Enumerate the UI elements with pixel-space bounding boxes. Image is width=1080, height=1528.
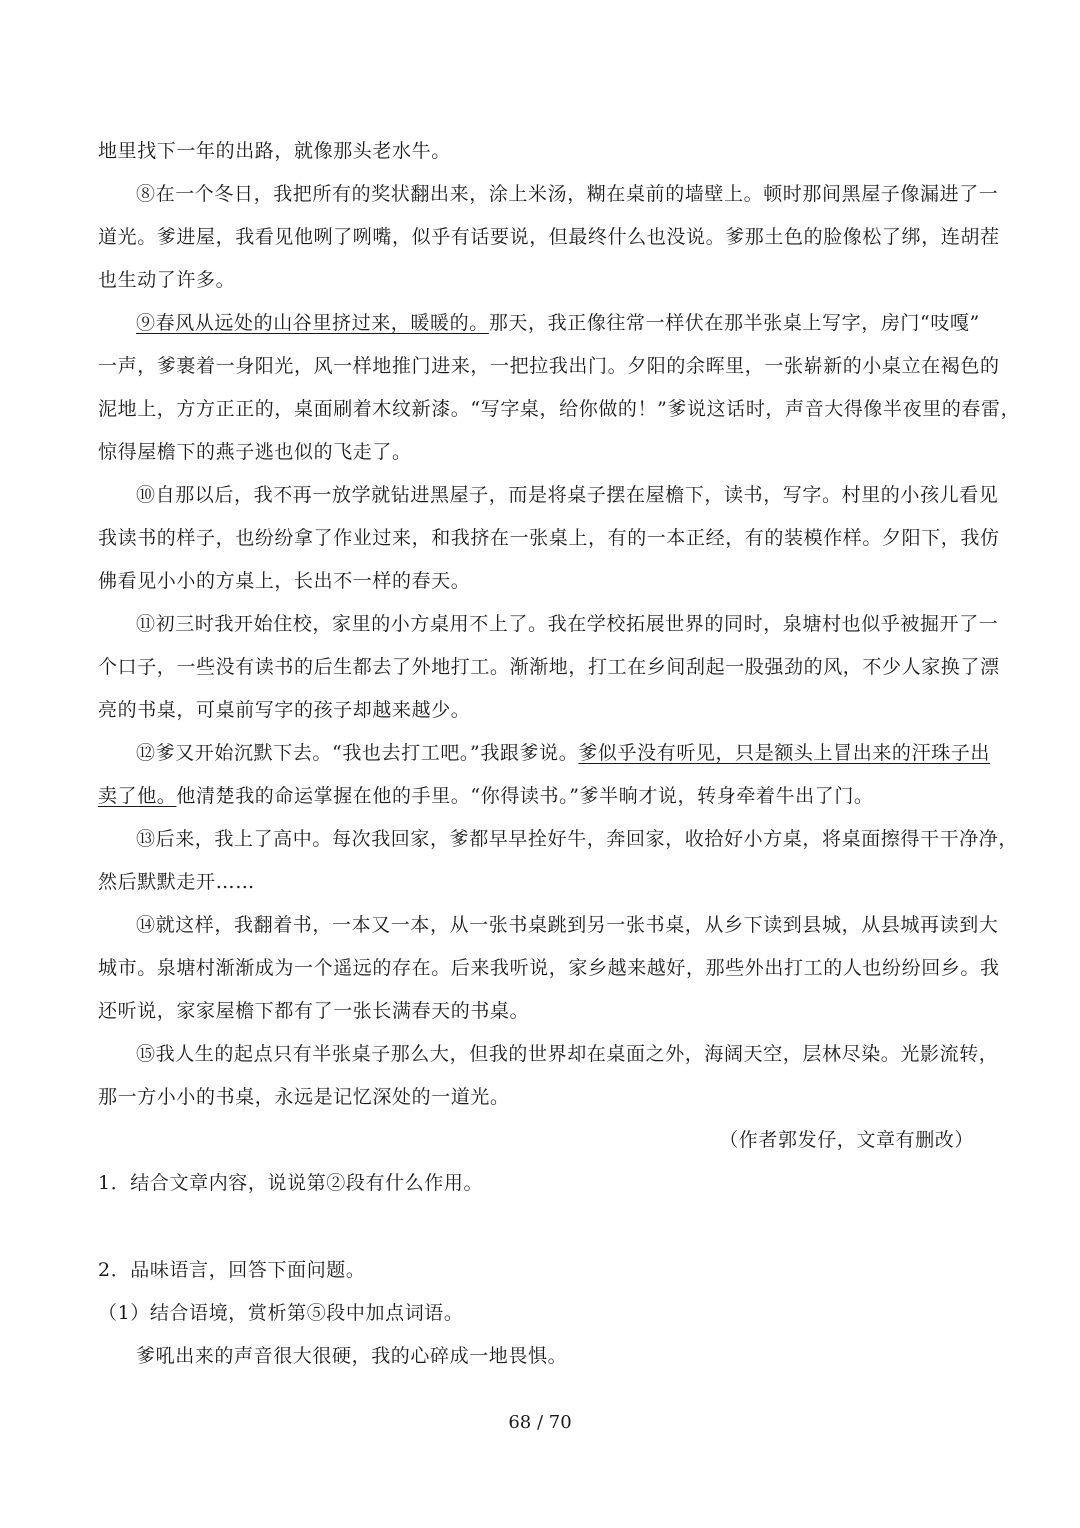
question-1: 1．结合文章内容，说说第②段有什么作用。 — [98, 1172, 484, 1194]
question-2-1-sentence: 爹吼出来的声音很大很硬，我的心碎成一地畏惧。 — [136, 1345, 568, 1367]
paragraph-10-line-1: ⑩自那以后，我不再一放学就钻进黑屋子，而是将桌子摆在屋檐下，读书，写字。村里的小孩儿看见 — [136, 484, 999, 506]
underlined-sentence: 爹似乎没有听见，只是额头上冒出来的汗珠子出 — [578, 742, 990, 764]
paragraph-9-line-2: 一声，爹裹着一身阳光，风一样地推门进来，一把拉我出门。夕阳的余晖里，一张崭新的小桌立在褐色的 — [98, 355, 1000, 377]
paragraph-12-line-1-plain: ⑫爹又开始沉默下去。“我也去打工吧。”我跟爹说。 — [136, 742, 579, 764]
paragraph-12-line-1 — [136, 732, 990, 774]
paragraph-11-line-2: 个口子，一些没有读书的后生都去了外地打工。渐渐地，打工在乡间刮起一股强劲的风，不少人家换了漂 — [98, 656, 1000, 678]
paragraph-12-line-2 — [98, 775, 874, 817]
paragraph-15-line-2: 那一方小小的书桌，永远是记忆深处的一道光。 — [98, 1086, 510, 1108]
paragraph-8-line-1: ⑧在一个冬日，我把所有的奖状翻出来，涂上米汤，糊在桌前的墙壁上。顿时那间黑屋子像漏进了一 — [136, 183, 999, 205]
question-2: 2．品味语言，回答下面问题。 — [98, 1259, 366, 1281]
paragraph-13-line-1: ⑬后来，我上了高中。每次我回家，爹都早早拴好牛，奔回家，收拾好小方桌，将桌面擦得干干净净， — [136, 828, 1019, 850]
paragraph-9-line-4: 惊得屋檐下的燕子逃也似的飞走了。 — [98, 441, 412, 463]
paragraph-9-line-3: 泥地上，方方正正的，桌面刷着木纹新漆。“写字桌，给你做的！”爹说这话时，声音大得像半夜里的春雷， — [98, 398, 1021, 420]
underlined-sentence: 卖了他。 — [98, 785, 177, 807]
paragraph-11-line-1: ⑪初三时我开始住校，家里的小方桌用不上了。我在学校拓展世界的同时，泉塘村也似乎被掘开了一 — [136, 613, 999, 635]
paragraph-continuation-line: 地里找下一年的出路，就像那头老水牛。 — [98, 140, 451, 162]
paragraph-10-line-2: 我读书的样子，也纷纷拿了作业过来，和我挤在一张桌上，有的一本正经，有的装模作样。夕阳下，我仿 — [98, 527, 1000, 549]
paragraph-9-line-1-rest: 那天，我正像往常一样伏在那半张桌上写字，房门“吱嘎” — [488, 312, 980, 334]
page-number: 68 / 70 — [508, 1412, 572, 1433]
paragraph-8-line-2: 道光。爹进屋，我看见他咧了咧嘴，似乎有话要说，但最终什么也没说。爹那土色的脸像松了绑，连胡茬 — [98, 226, 1000, 248]
paragraph-11-line-3: 亮的书桌，可桌前写字的孩子却越来越少。 — [98, 699, 471, 721]
paragraph-10-line-3: 佛看见小小的方桌上，长出不一样的春天。 — [98, 570, 471, 592]
paragraph-14-line-1: ⑭就这样，我翻着书，一本又一本，从一张书桌跳到另一张书桌，从乡下读到县城，从县城再读到大 — [136, 914, 999, 936]
paragraph-12-line-2-rest: 他清楚我的命运掌握在他的手里。“你得读书。”爹半晌才说，转身牵着牛出了门。 — [176, 785, 874, 807]
underlined-sentence: ⑨春风从远处的山谷里挤过来，暖暖的。 — [136, 312, 489, 334]
paragraph-14-line-3: 还听说，家家屋檐下都有了一张长满春天的书桌。 — [98, 1000, 530, 1022]
author-attribution: （作者郭发仔，文章有删改） — [719, 1129, 974, 1151]
paragraph-13-line-2: 然后默默走开…… — [98, 871, 255, 893]
paragraph-9-line-1 — [136, 302, 980, 344]
paragraph-14-line-2: 城市。泉塘村渐渐成为一个遥远的存在。后来我听说，家乡越来越好，那些外出打工的人也纷纷回乡。我 — [98, 957, 1000, 979]
paragraph-8-line-3: 也生动了许多。 — [98, 269, 236, 291]
paragraph-15-line-1: ⑮我人生的起点只有半张桌子那么大，但我的世界却在桌面之外，海阔天空，层林尽染。光影流转， — [136, 1043, 999, 1065]
question-2-1: （1）结合语境，赏析第⑤段中加点词语。 — [98, 1302, 464, 1324]
